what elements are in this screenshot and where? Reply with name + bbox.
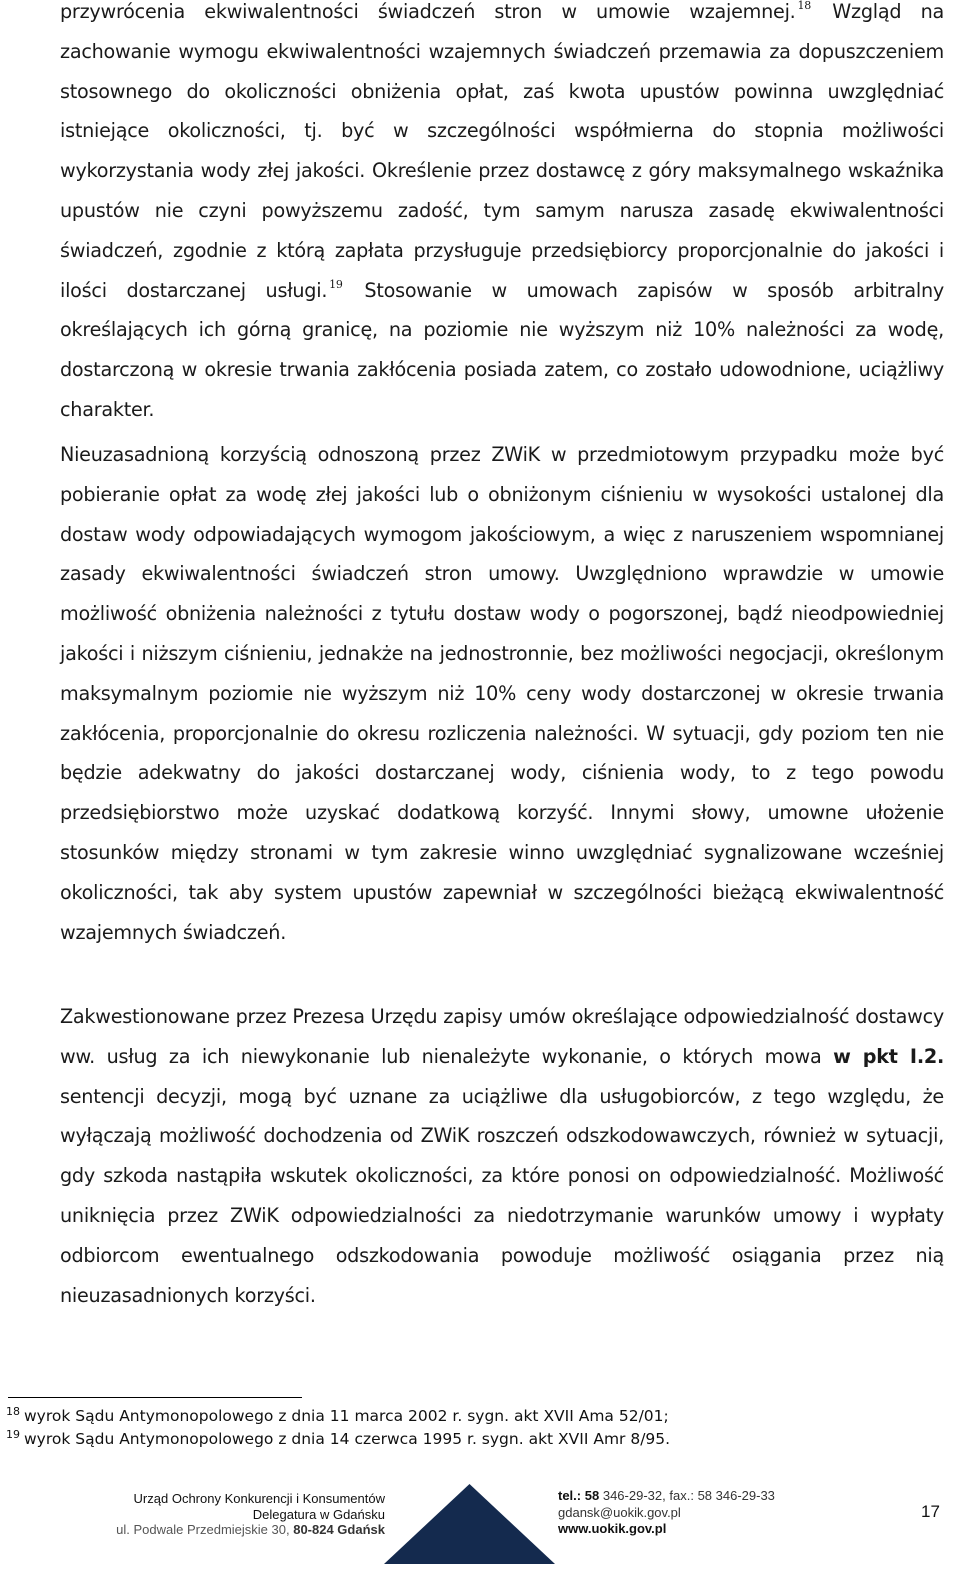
footnote-ref-18[interactable]: 18 — [797, 0, 812, 12]
paragraph-1 — [60, 0, 944, 430]
footer-tel-label: tel.: — [558, 1488, 582, 1503]
footer-tel-prefix: 58 — [584, 1488, 600, 1503]
footer-tel-number: 346-29-32, — [602, 1488, 666, 1503]
paragraph-1-text-a: przywrócenia ekwiwalentności świadczeń stron w umowie wzajemnej. — [60, 0, 796, 23]
footnote-19-number: 19 — [6, 1428, 20, 1441]
paragraph-3 — [60, 997, 944, 1315]
footnote-19 — [6, 1428, 946, 1450]
footer-street: ul. Podwale Przedmiejskie 30, — [116, 1522, 290, 1537]
footer-phone-fax — [558, 1488, 775, 1505]
footer-fax-label: fax.: — [669, 1488, 694, 1503]
footer-website-link[interactable]: www.uokik.gov.pl — [558, 1521, 667, 1536]
uokik-triangle-logo-icon — [384, 1484, 555, 1564]
paragraph-3-text-a: Zakwestionowane przez Prezesa Urzędu zapisy umów określające odpowiedzialność dostawcy ww. usług za ich niewykonanie lub nienależyte wykonanie, o których mowa — [60, 1005, 944, 1068]
footer-branch: Delegatura w Gdańsku — [252, 1506, 385, 1522]
paragraph-3-bold-ref: w pkt I.2. — [833, 1044, 944, 1068]
page-number: 17 — [921, 1502, 940, 1521]
footnote-18-number: 18 — [6, 1405, 20, 1418]
footer-city: 80-824 Gdańsk — [293, 1522, 385, 1537]
footer-street-line — [90, 1522, 385, 1538]
footer-org-name: Urząd Ochrony Konkurencji i Konsumentów — [133, 1491, 385, 1506]
footnote-19-text: wyrok Sądu Antymonopolowego z dnia 14 czerwca 1995 r. sygn. akt XVII Amr 8/95. — [24, 1430, 671, 1448]
footnote-ref-19[interactable]: 19 — [329, 277, 343, 291]
footer-contact — [558, 1488, 775, 1538]
footer-email-link[interactable]: gdansk@uokik.gov.pl — [558, 1504, 681, 1520]
paragraph-1-text-b: Wzgląd na zachowanie wymogu ekwiwalentności wzajemnych świadczeń przemawia za dopuszczeniem stosownego do okoliczności obniżenia opłat, zaś kwota upustów powinna uwzględniać istniejące okoliczności, tj. być w szczególności współmierna do stopnia możliwości wykorzystania wody złej jakości. Określenie przez dostawcę z góry maksymalnego wskaźnika upustów nie czyni powyższemu zadość, tym samym narusza zasadę ekwiwalentności świadczeń, zgodnie z którą zapłata przysługuje przedsiębiorcy proporcjonalnie do jakości i ilości dostarczanej usługi. — [60, 0, 945, 302]
footnote-18-text: wyrok Sądu Antymonopolowego z dnia 11 marca 2002 r. sygn. akt XVII Ama 52/01; — [24, 1407, 669, 1425]
paragraph-1-text-c: Stosowanie w umowach zapisów w sposób arbitralny określających ich górną granicę, na poziomie nie wyższym niż 10% należności za wodę, dostarczoną w okresie trwania zakłócenia posiada zatem, co zostało udowodnione, uciążliwy charakter. — [60, 278, 944, 421]
footnote-separator — [8, 1397, 302, 1398]
footnote-18 — [6, 1405, 946, 1427]
paragraph-3-text-b: sentencji decyzji, mogą być uznane za uciążliwe dla usługobiorców, z tego względu, że wyłączają możliwość dochodzenia od ZWiK roszczeń odszkodowawczych, również w sytuacji, gdy szkoda nastąpiła wskutek okoliczności, za które ponosi on odpowiedzialność. Możliwość uniknięcia przez ZWiK odpowiedzialności za niedotrzymanie warunków umowy i wypłaty odbiorcom ewentualnego odszkodowania powoduje możliwość osiągania przez nią nieuzasadnionych korzyści. — [60, 1084, 944, 1307]
paragraph-2: Nieuzasadnioną korzyścią odnoszoną przez ZWiK w przedmiotowym przypadku może być pobieranie opłat za wodę złej jakości lub o obniżonym ciśnieniu w wysokości ustalonej dla dostaw wody odpowiadających wymogom jakościowym, a więc z naruszeniem wspomnianej zasady ekwiwalentności świadczeń stron umowy. Uwzględniono wprawdzie w umowie możliwość obniżenia należności z tytułu dostaw wody o pogorszonej, bądź nieodpowiedniej jakości i niższym ciśnieniu, jednakże na jednostronnie, bez możliwości negocjacji, określonym maksymalnym poziomie nie wyższym niż 10% ceny wody dostarczonej w okresie trwania zakłócenia, proporcjonalnie do okresu rozliczenia należności. W sytuacji, gdy poziom ten nie będzie adekwatny do jakości dostarczanej wody, ciśnienia wody, to z tego powodu przedsiębiorstwo może uzyskać dodatkową korzyść. Innymi słowy, umowne ułożenie stosunków między stronami w tym zakresie winno uwzględniać sygnalizowane wcześniej okoliczności, tak aby system upustów zapewniał w szczególności bieżącą ekwiwalentność wzajemnych świadczeń. — [60, 443, 944, 944]
footer-address — [90, 1491, 385, 1538]
footer-fax-number: 58 346-29-33 — [697, 1488, 775, 1503]
